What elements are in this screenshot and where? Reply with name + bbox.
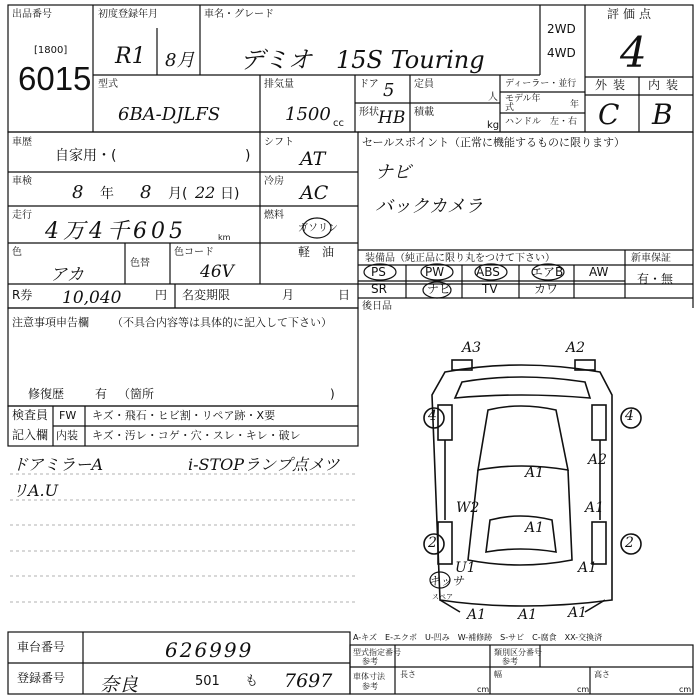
- color-code-value: 46V: [200, 262, 234, 282]
- interior-row-label: 内装: [56, 429, 78, 442]
- mark-rear-left: A1: [467, 607, 487, 623]
- lot-number: 6015: [18, 60, 92, 97]
- new-warranty-label: 新車保証: [631, 253, 671, 264]
- category-label: 類別区分番号: [494, 648, 542, 657]
- capacity-label: 定員: [414, 79, 434, 90]
- type-value: 6BA-DJLFS: [118, 104, 221, 125]
- equipment-abs: ABS: [476, 265, 500, 279]
- sales-item-back-camera: バックカメラ: [375, 196, 483, 217]
- plate-region: 奈良: [100, 674, 139, 696]
- handwritten-note-istop: i-STOPランプ点メツ: [188, 455, 340, 474]
- mark-right-door: A1: [585, 500, 605, 516]
- sales-item-nav: ナビ: [375, 162, 411, 183]
- model-year-label: モデル年式: [505, 94, 541, 113]
- mark-rear-left-door: U1: [455, 560, 476, 576]
- displacement-unit: cc: [333, 118, 344, 129]
- dimension-reference: 参考: [362, 682, 378, 691]
- load-label: 積載: [414, 107, 434, 118]
- dealer-label: ディーラー・並行: [505, 79, 577, 89]
- name-change-label: 名変期限: [182, 288, 231, 302]
- usage-close: ): [245, 148, 251, 164]
- sales-point-label: セールスポイント（正常に機能するものに限ります）: [362, 136, 626, 149]
- load-unit: kg: [487, 120, 500, 131]
- drive-4wd: 4WD: [547, 46, 576, 60]
- registration-month: 8月: [165, 50, 195, 71]
- spare-label: スペア: [432, 593, 453, 601]
- chassis-label: 車台番号: [17, 640, 66, 654]
- fuel-diesel: 軽 油: [298, 245, 335, 259]
- usage-label: 車歴: [12, 137, 32, 148]
- after-items-label: 後日品: [362, 301, 392, 312]
- drive-2wd: 2WD: [547, 22, 576, 36]
- shift-label: シフト: [264, 137, 294, 148]
- type-label: 型式: [98, 79, 118, 90]
- shape-value: HB: [378, 108, 406, 128]
- width-label: 幅: [494, 670, 502, 679]
- plate-number: 7697: [284, 670, 333, 692]
- mark-hood: A1: [525, 465, 545, 481]
- equipment-label: 装備品（純正品に限り丸をつけて下さい）: [365, 253, 555, 264]
- first-registration-label: 初度登録年月: [98, 9, 158, 20]
- caution-hint: （不具合内容等は具体的に記入して下さい）: [112, 316, 332, 329]
- height-label: 高さ: [594, 670, 610, 679]
- mark-rear-right-door: A1: [578, 560, 598, 576]
- recycle-value: 10,040: [62, 288, 122, 308]
- new-warranty-value: 有・無: [637, 272, 674, 286]
- shift-value: AT: [300, 148, 326, 170]
- equipment-sr: SR: [371, 282, 387, 296]
- entry-label: 記入欄: [12, 428, 49, 442]
- mileage-unit: km: [218, 233, 231, 242]
- usage-value: 自家用・(: [55, 148, 117, 164]
- model-name: デミオ 15S Touring: [240, 46, 485, 74]
- interior-items: キズ・汚レ・コゲ・穴・スレ・キレ・破レ: [92, 429, 301, 442]
- recycle-label: R券: [12, 288, 33, 302]
- handle-options: 左・右: [550, 117, 578, 127]
- recycle-unit: 円: [155, 288, 168, 302]
- equipment-leather: カワ: [534, 282, 559, 296]
- inspection-year: 8: [72, 182, 84, 203]
- ac-value: AC: [300, 182, 329, 204]
- interior-label: 内装: [648, 78, 685, 92]
- mileage-label: 走行: [12, 210, 32, 221]
- repair-parts: （箇所: [118, 387, 155, 401]
- fuel-gasoline: ガソリン: [298, 223, 338, 234]
- lot-label: 出品番号: [12, 9, 52, 20]
- fw-items: キズ・飛石・ヒビ割・リペア跡・X要: [92, 409, 276, 422]
- plate-kana: も: [245, 674, 259, 689]
- inspection-month-unit: 月(: [168, 186, 188, 202]
- exterior-label: 外装: [595, 78, 632, 92]
- handle-label: ハンドル: [505, 117, 542, 127]
- mark-front-left: A3: [462, 340, 482, 356]
- equipment-airbag: エアB: [531, 265, 564, 279]
- doors-value: 5: [383, 80, 395, 101]
- displacement-label: 排気量: [264, 79, 294, 90]
- equipment-aw: AW: [589, 265, 609, 279]
- length-label: 長さ: [400, 670, 416, 679]
- inspection-day: 22: [195, 183, 216, 202]
- repair-label: 修復歴: [28, 387, 65, 401]
- ac-label: 冷房: [264, 176, 284, 187]
- repair-value: 有: [95, 387, 108, 401]
- plate-class: 501: [195, 674, 220, 689]
- interior-grade: B: [652, 98, 673, 131]
- type-cert-label: 型式指定番号: [353, 648, 401, 657]
- displacement-value: 1500: [285, 104, 331, 125]
- shape-label: 形状: [359, 107, 379, 118]
- inspection-close: 日): [220, 186, 240, 202]
- fw-label: FW: [59, 409, 77, 422]
- fuel-label: 燃料: [264, 210, 284, 221]
- exterior-grade: C: [598, 98, 620, 131]
- lot-bracket: [1800]: [34, 45, 68, 56]
- chassis-value: 626999: [165, 638, 254, 662]
- equipment-pw: PW: [425, 265, 445, 279]
- height-unit: cm: [679, 685, 692, 694]
- color-code-label: 色コード: [174, 247, 214, 258]
- doors-label: ドア: [359, 79, 379, 90]
- name-change-month: 月: [282, 288, 295, 302]
- handwritten-note-rear: リA.U: [12, 481, 59, 500]
- category-reference: 参考: [502, 657, 518, 666]
- inspector-label: 検査員: [12, 408, 49, 422]
- dimension-label: 車体寸法: [353, 672, 385, 681]
- repair-close: ): [330, 387, 335, 401]
- mark-front-right: A2: [566, 340, 586, 356]
- plate-label: 登録番号: [17, 671, 66, 685]
- name-change-day: 日: [338, 288, 351, 302]
- inspection-label: 車検: [12, 176, 32, 187]
- model-year-unit: 年: [570, 100, 580, 110]
- color-label: 色: [12, 247, 22, 258]
- mark-right-fender: A2: [588, 452, 608, 468]
- mark-rear-right-tire: 2: [625, 535, 634, 551]
- mark-rear-right: A1: [568, 605, 588, 621]
- mark-front-right-tire: 4: [625, 408, 634, 424]
- mark-front-left-tire: 4: [428, 408, 437, 424]
- inspection-month: 8: [140, 182, 152, 203]
- equipment-tv: TV: [482, 282, 498, 296]
- model-grade-label: 車名・グレード: [204, 9, 274, 20]
- score-label: 評価点: [607, 7, 656, 21]
- spare-note: キッサ: [428, 574, 464, 588]
- damage-legend: A-キズ E-エクボ U-凹み W-補修跡 S-サビ C-腐食 XX-交換済: [353, 633, 603, 642]
- mark-rear-bumper: A1: [518, 607, 538, 623]
- registration-era: R1: [115, 44, 146, 69]
- width-unit: cm: [577, 685, 590, 694]
- mark-roof: A1: [525, 520, 545, 536]
- handwritten-note-mirror: ドアミラーA: [12, 455, 104, 474]
- length-unit: cm: [477, 685, 490, 694]
- color-value: アカ: [50, 265, 84, 285]
- score-value: 4: [620, 28, 647, 77]
- mark-rear-left-tire: 2: [428, 535, 437, 551]
- caution-label: 注意事項申告欄: [12, 316, 89, 329]
- mileage-value: 4万4千605: [45, 219, 187, 244]
- equipment-navi: ナビ: [427, 282, 452, 296]
- type-cert-reference: 参考: [362, 657, 378, 666]
- capacity-unit: 人: [488, 92, 498, 103]
- inspection-year-unit: 年: [100, 186, 114, 202]
- color-change-label: 色替: [130, 258, 150, 269]
- equipment-ps: PS: [371, 265, 386, 279]
- mark-left-door: W2: [456, 500, 480, 516]
